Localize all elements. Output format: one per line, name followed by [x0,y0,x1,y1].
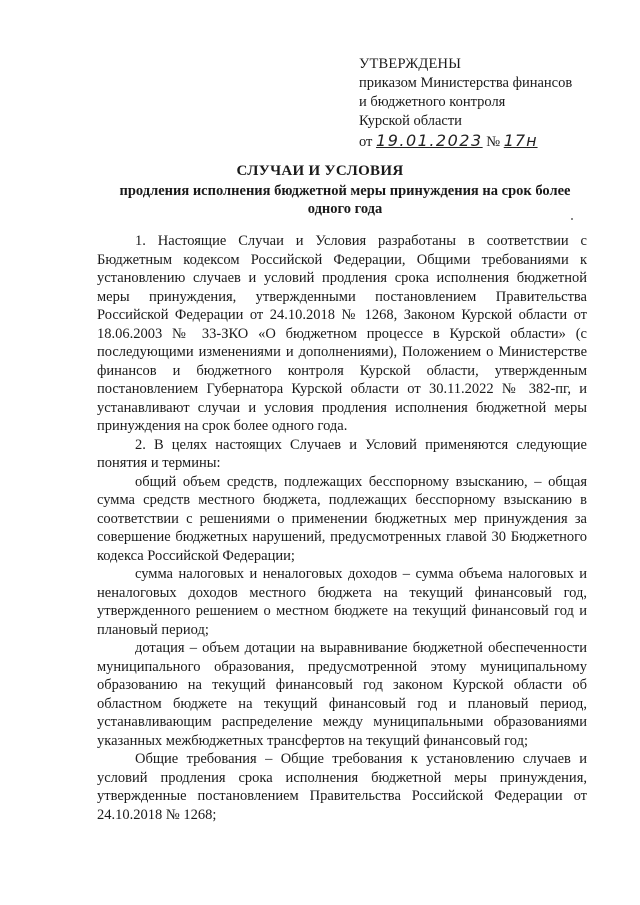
approval-date-row [359,131,619,152]
paragraph-4: сумма налоговых и неналоговых доходов – сумма объема налоговых и неналоговых доходов местного бюджета на текущий финансовый год, утвержденного решением о местном бюджете на текущий финансовый год и плановый период; [97,566,587,638]
handwritten-date: 19.01.2023 [376,131,483,150]
paragraph-1: 1. Настоящие Случаи и Условия разработаны в соответствии с Бюджетным кодексом Российской Федерации, Общими требованиями к установлению случаев и условий продления срока исполнения бюджетной меры принуждения, утвержденными постановлением Правительства Российской Федерации от 24.10.2018 № 1268, Законом Курской области от 18.06.2003 № 33-ЗКО «О бюджетном процессе в Курской области» (с последующими изменениями и дополнениями), Положением о Министерстве финансов и бюджетного контроля Курской области, утвержденным постановлением Губернатора Курской области от 30.11.2022 № 382-пг, и устанавливают случаи и условия продления исполнения бюджетной меры принуждения на срок более одного года. [97,233,587,434]
number-prefix: № [486,134,501,150]
document-subtitle: продления исполнения бюджетной меры принуждения на срок более одного года [119,183,571,217]
approval-line-2: и бюджетного контроля [359,94,506,110]
approval-line-3: Курской области [359,113,462,129]
document-title: СЛУЧАИ И УСЛОВИЯ [236,163,404,179]
approval-line-1: приказом Министерства финансов [359,75,573,91]
document-body [97,232,587,824]
paragraph-2: 2. В целях настоящих Случаев и Условий применяются следующие понятия и термины: [97,436,587,471]
paragraph-6: Общие требования – Общие требования к установлению случаев и условий продления срока исполнения бюджетной меры принуждения, утвержденные постановлением Правительства Российской Федерации от 24.10.2018 № 1268; [97,751,587,823]
handwritten-number: 17н [503,131,538,150]
approval-block [359,55,619,152]
approval-heading: УТВЕРЖДЕНЫ [359,56,462,72]
paragraph-3: общий объем средств, подлежащих бесспорному взысканию, – общая сумма средств местного бюджета, подлежащих бесспорному взысканию в соответствии с решениями о применении бюджетных мер принуждения за совершение бюджетных нарушений, предусмотренных главой 30 Бюджетного кодекса Российской Федерации; [97,473,587,564]
date-prefix: от [359,134,373,150]
scan-speck [571,218,573,220]
paragraph-5: дотация – объем дотации на выравнивание бюджетной обеспеченности муниципального образования, предусмотренной этому муниципальному образованию на текущий финансовый год законом Курской области об областном бюджете на текущий финансовый год и плановый период, устанавливающим распределение между муниципальными образованиями указанных межбюджетных трансфертов на текущий финансовый год; [97,640,587,749]
